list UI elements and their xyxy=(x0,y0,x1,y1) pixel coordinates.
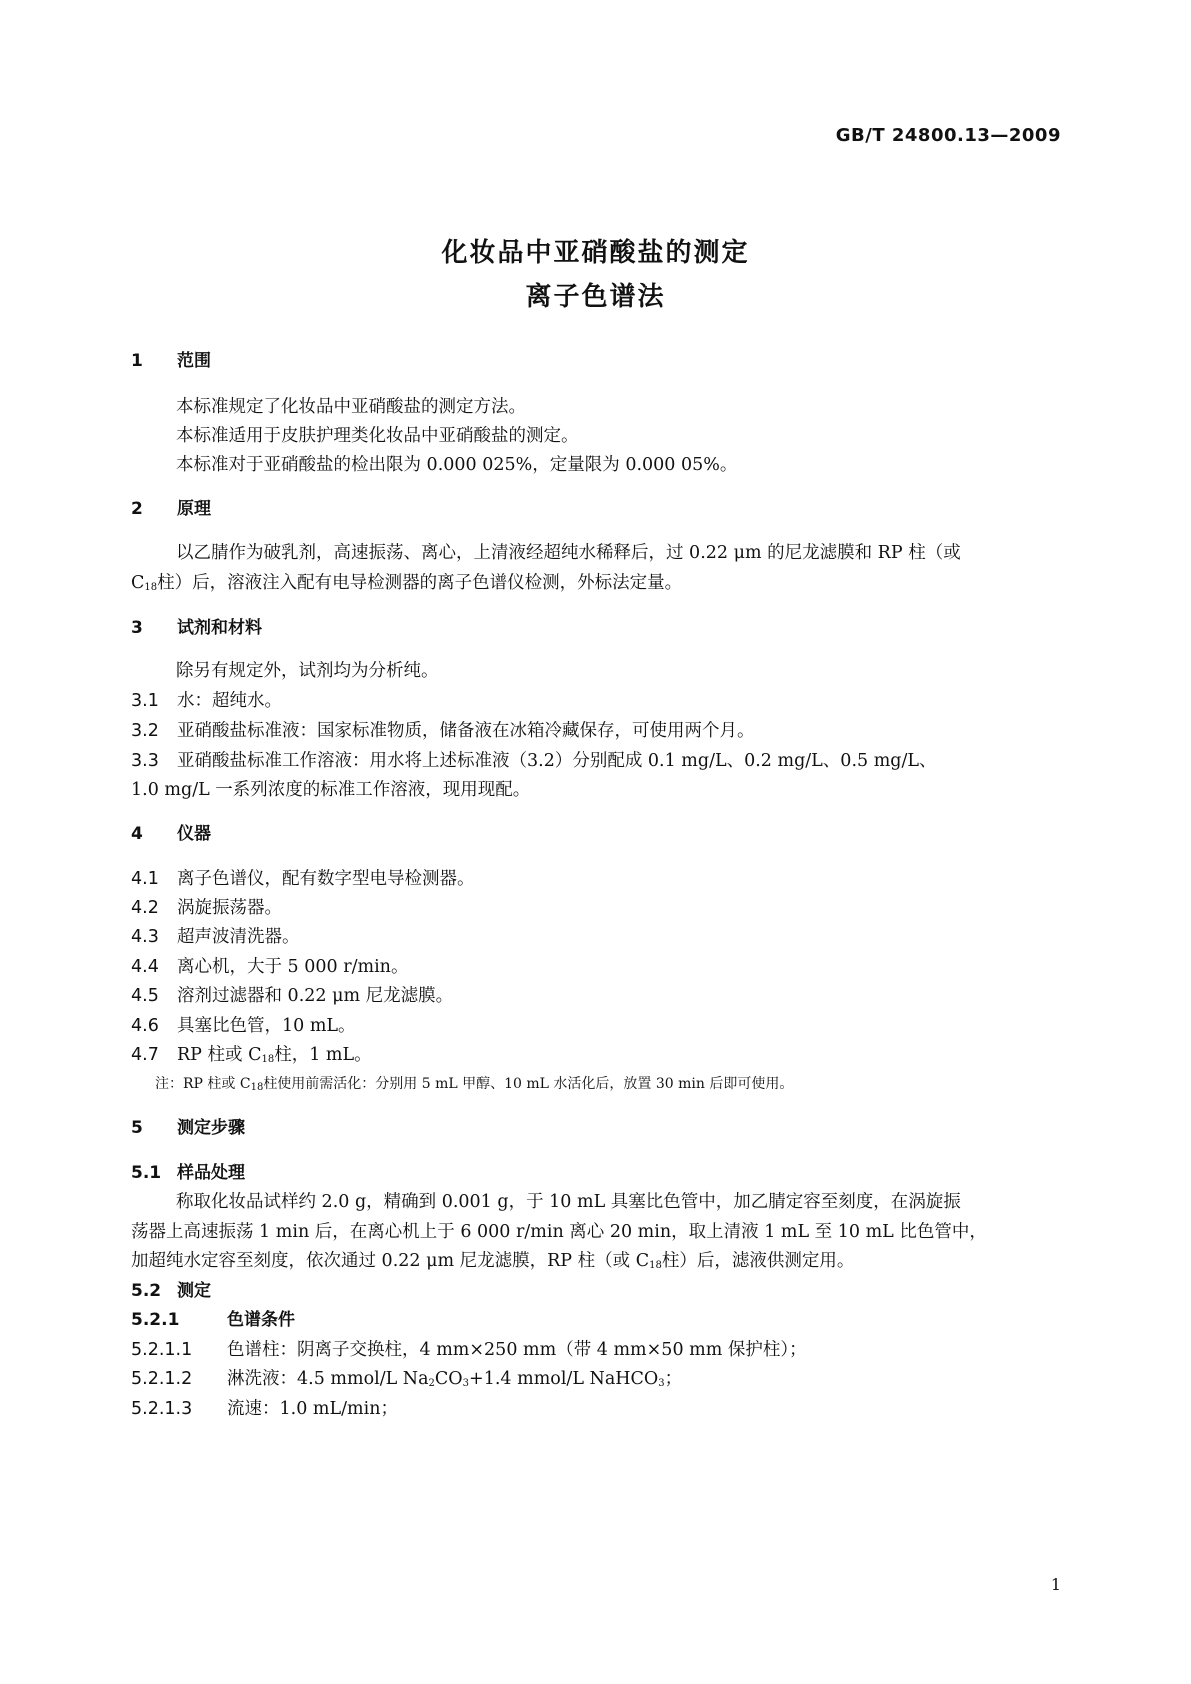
clause-5-2-1-2: 5.2.1.2 淋洗液：4.5 mmol/L $Na_2CO_3+1.4$ mmol/L NaHCO$_3$； xyxy=(131,1369,683,1389)
clause-4-1: 4.1 离子色谱仪，配有数字型电导检测器。 xyxy=(131,869,475,889)
clause-4-5: 4.5 溶剂过滤器和 0.22 μm 尼龙滤膜。 xyxy=(131,986,454,1006)
section-4-heading: 4 仪器 xyxy=(131,824,211,844)
clause-4-7: 4.7 RP 柱或 $C_{18}$柱，1 mL。 xyxy=(131,1045,372,1065)
clause-5-1-heading: 5.1 样品处理 xyxy=(131,1163,245,1183)
clause-5-2-heading: 5.2 测定 xyxy=(131,1281,211,1301)
clause-5-2-1-1: 5.2.1.1 色谱柱：阴离子交换柱，4 mm×250 mm（带 4 mm×50 mm 保护柱）； xyxy=(131,1340,807,1360)
clause-4-2: 4.2 涡旋振荡器。 xyxy=(131,898,282,918)
paragraph: 本标准适用于皮肤护理类化妆品中亚硝酸盐的测定。 xyxy=(176,426,579,446)
clause-3-2: 3.2 亚硝酸盐标准液：国家标准物质，储备液在冰箱冷藏保存，可使用两个月。 xyxy=(131,721,755,741)
paragraph: 本标准规定了化妆品中亚硝酸盐的测定方法。 xyxy=(176,397,526,417)
clause-4-3: 4.3 超声波清洗器。 xyxy=(131,927,300,947)
clause-4-6: 4.6 具塞比色管，10 mL。 xyxy=(131,1016,356,1036)
clause-5-2-1-heading: 5.2.1 色谱条件 xyxy=(131,1310,295,1330)
paragraph: 加超纯水定容至刻度，依次通过 0.22 μm 尼龙滤膜，RP 柱（或 $C_{18}$柱）后，滤液供测定用。 xyxy=(131,1251,855,1271)
standard-code: GB/T 24800.13—2009 xyxy=(835,125,1061,146)
document-title: 化妆品中亚硝酸盐的测定 xyxy=(441,238,750,268)
paragraph: 荡器上高速振荡 1 min 后，在离心机上于 6 000 r/min 离心 20 min，取上清液 1 mL 至 10 mL 比色管中， xyxy=(131,1222,987,1242)
paragraph: $C_{18}$柱）后，溶液注入配有电导检测器的离子色谱仪检测，外标法定量。 xyxy=(131,573,683,593)
note: 注：RP 柱或 $C_{18}$柱使用前需活化：分别用 5 mL 甲醇、10 mL 水活化后，放置 30 min 后即可使用。 xyxy=(155,1076,794,1093)
document-subtitle: 离子色谱法 xyxy=(525,282,666,312)
section-5-heading: 5 测定步骤 xyxy=(131,1118,245,1138)
paragraph: 本标准对于亚硝酸盐的检出限为 0.000 025%，定量限为 0.000 05%。 xyxy=(176,455,738,475)
clause-3-3: 3.3 亚硝酸盐标准工作溶液：用水将上述标准液（3.2）分别配成 0.1 mg/L、0.2 mg/L、0.5 mg/L、 xyxy=(131,751,937,771)
paragraph: 以乙腈作为破乳剂，高速振荡、离心，上清液经超纯水稀释后，过 0.22 μm 的尼龙滤膜和 RP 柱（或 xyxy=(176,543,961,563)
clause-4-4: 4.4 离心机，大于 5 000 r/min。 xyxy=(131,957,409,977)
section-3-heading: 3 试剂和材料 xyxy=(131,618,262,638)
clause-5-2-1-3: 5.2.1.3 流速：1.0 mL/min； xyxy=(131,1399,398,1419)
section-1-heading: 1 范围 xyxy=(131,351,211,371)
paragraph: 称取化妆品试样约 2.0 g，精确到 0.001 g，于 10 mL 具塞比色管中，加乙腈定容至刻度，在涡旋振 xyxy=(176,1192,961,1212)
clause-3-3-continued: 1.0 mg/L 一系列浓度的标准工作溶液，现用现配。 xyxy=(131,780,531,800)
clause-3-1: 3.1 水：超纯水。 xyxy=(131,691,282,711)
page-number: 1 xyxy=(1050,1575,1061,1594)
section-2-heading: 2 原理 xyxy=(131,499,211,519)
paragraph: 除另有规定外，试剂均为分析纯。 xyxy=(176,661,439,681)
